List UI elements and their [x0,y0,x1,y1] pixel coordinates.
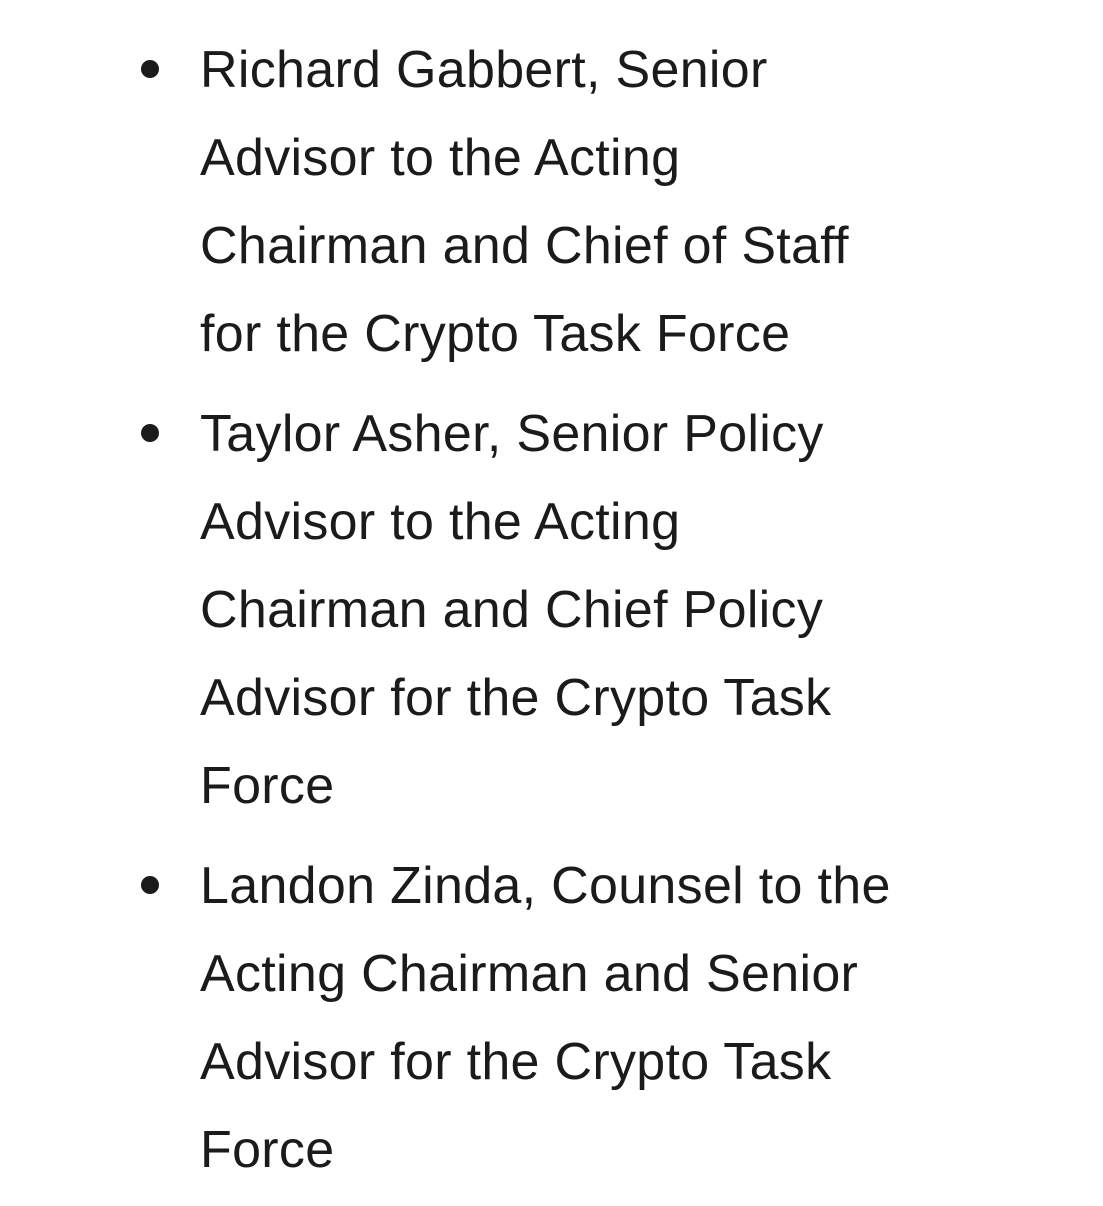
list-item [0,26,1103,378]
item-text-line: Chairman and Chief Policy [200,581,824,639]
list-item [0,390,1103,830]
item-text-line: Force [200,757,335,815]
item-text-line: Taylor Asher, Senior Policy [200,405,824,463]
item-text-line: Advisor for the Crypto Task [200,1033,832,1091]
item-text-line: Advisor to the Acting [200,493,681,551]
item-text-line: for the Crypto Task Force [200,305,791,363]
item-text-line: Advisor to the Acting [200,129,681,187]
bullet-list [0,26,1103,1206]
bullet-icon [141,424,159,442]
list-item [0,842,1103,1194]
item-text-line: Acting Chairman and Senior [200,945,859,1003]
item-text-line: Advisor for the Crypto Task [200,669,832,727]
item-text-line: Landon Zinda, Counsel to the [200,857,891,915]
bullet-icon [141,876,159,894]
item-text-line: Force [200,1121,335,1179]
item-text-line: Richard Gabbert, Senior [200,41,768,99]
bullet-icon [141,60,159,78]
item-text-line: Chairman and Chief of Staff [200,217,849,275]
